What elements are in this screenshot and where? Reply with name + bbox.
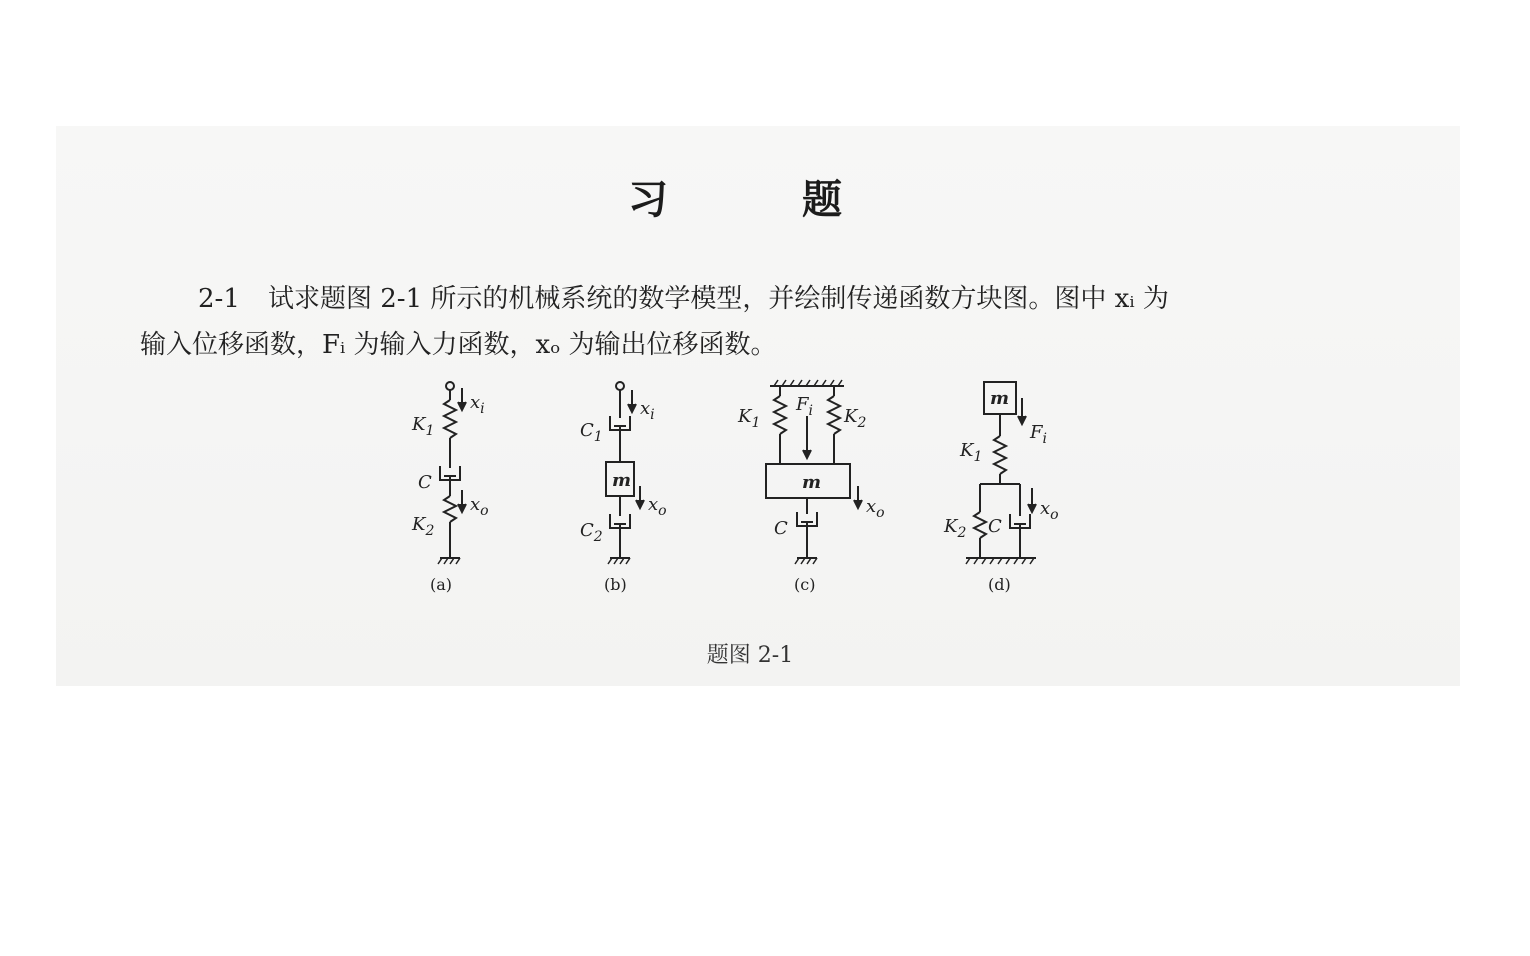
problem-number: 2-1 <box>198 284 240 314</box>
problem-text-line-1 <box>140 276 1370 322</box>
svg-text:xo: $x_o$ <box>1040 498 1059 523</box>
svg-text:K1: $K_1$ <box>738 406 761 431</box>
panel-a-label: (a) <box>430 575 453 594</box>
svg-text:K1: $K_1$ <box>412 414 435 439</box>
svg-text:C2: $C_2$ <box>580 520 603 545</box>
spring-k2-a <box>444 496 456 522</box>
svg-text:xo: $x_o$ <box>470 494 489 519</box>
mechanical-systems-figure <box>400 378 1059 608</box>
panel-b <box>580 382 667 594</box>
svg-text:K2: $K_2$ <box>412 514 435 539</box>
svg-text:Fi: $F_i$ <box>1030 422 1047 447</box>
svg-text:m: m <box>802 472 822 493</box>
figure-caption: 题图 2-1 <box>706 643 794 668</box>
svg-text:K1: $K_1$ <box>960 440 983 465</box>
svg-text:K2: $K_2$ <box>944 516 967 541</box>
problem-text-line-2 <box>140 322 1370 368</box>
problem-statement-2: 输入位移函数，Fᵢ 为输入力函数，xₒ 为输出位移函数。 <box>140 330 777 360</box>
panel-a <box>411 382 489 594</box>
svg-text:C: C <box>988 516 1002 537</box>
svg-text:C1: $C_1$ <box>580 420 603 445</box>
spring-k2-d <box>974 512 986 538</box>
svg-text:xo: $x_o$ <box>648 494 667 519</box>
svg-text:C: C <box>774 518 788 539</box>
spring-k1-c <box>774 396 786 434</box>
problem-statement-1: 试求题图 2-1 所示的机械系统的数学模型，并绘制传递函数方块图。图中 xᵢ 为 <box>268 284 1169 314</box>
panel-c <box>737 380 885 594</box>
svg-text:xi: $x_i$ <box>470 392 485 417</box>
spring-k1-a <box>444 400 456 438</box>
svg-text:Fi: $F_i$ <box>796 394 813 419</box>
svg-text:xi: $x_i$ <box>640 398 655 423</box>
svg-text:m: m <box>612 470 632 491</box>
svg-text:xo: $x_o$ <box>866 496 885 521</box>
panel-b-label: (b) <box>604 575 627 594</box>
svg-text:K2: $K_2$ <box>844 406 867 431</box>
spring-k2-c <box>828 396 840 434</box>
spring-k1-d <box>994 436 1006 474</box>
svg-text:m: m <box>990 388 1010 409</box>
panel-c-label: (c) <box>794 575 816 594</box>
svg-text:C: C <box>418 472 432 493</box>
panel-d-label: (d) <box>988 575 1011 594</box>
section-heading: 习 题 <box>628 176 902 223</box>
